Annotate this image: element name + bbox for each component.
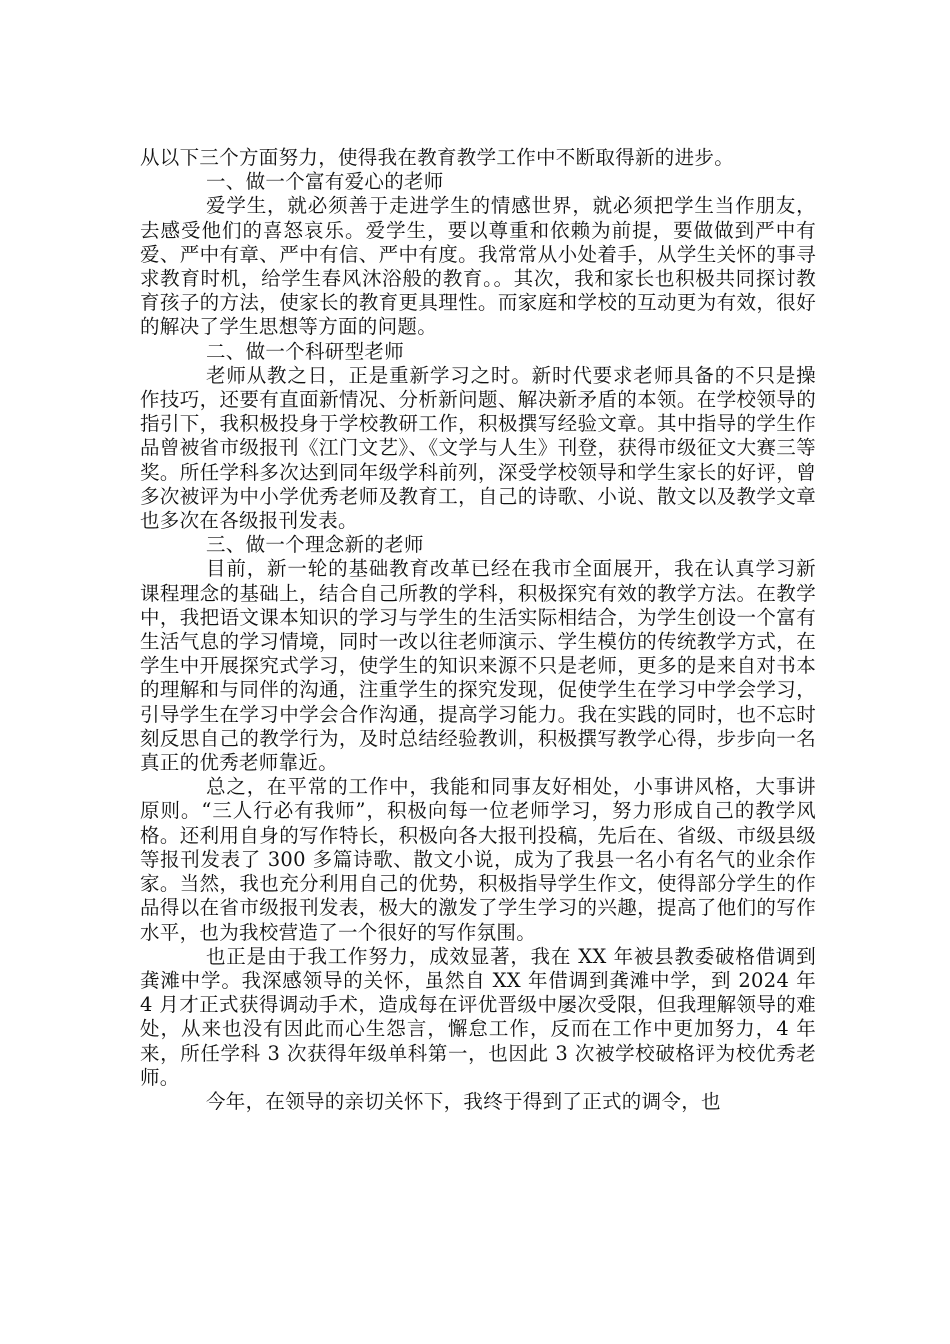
paragraph-intro: 从以下三个方面努力，使得我在教育教学工作中不断取得新的进步。 (140, 146, 735, 169)
document-page (140, 146, 816, 1114)
paragraph-transfer: 也正是由于我工作努力，成效显著，我在 XX 年被县教委破格借调到龚滩中学。我深感领导的关怀，虽然自 XX 年借调到龚滩中学，到 2024 年 4 月才正式获得调动手术，造成每在评优晋级中屡次受限，但我理解领导的难处，从来也没有因此而心生怨言，懈怠工作，反而在工作中更加努力，4 年来，所任学科 3 次获得年级单科第一，也因此 3 次被学校破格评为校优秀老师。 (140, 944, 816, 1089)
paragraph-this-year: 今年，在领导的亲切关怀下，我终于得到了正式的调令，也 (206, 1089, 721, 1113)
paragraph-love-students: 爱学生，就必须善于走进学生的情感世界，就必须把学生当作朋友，去感受他们的喜怒哀乐。爱学生，要以尊重和依赖为前提，要做做到严中有爱、严中有章、严中有信、严中有度。我常常从小处着手，从学生关怀的事寻求教育时机，给学生春风沐浴般的教育。。其次，我和家长也积极共同探讨教育孩子的方法，使家长的教育更具理性。而家庭和学校的互动更为有效，很好的解决了学生思想等方面的问题。 (140, 194, 816, 339)
section-heading-2: 二、做一个科研型老师 (206, 339, 405, 363)
paragraph-summary: 总之，在平常的工作中，我能和同事友好相处，小事讲风格，大事讲原则。“三人行必有我师”，积极向每一位老师学习，努力形成自己的教学风格。还利用自身的写作特长，积极向各大报刊投稿，先后在、省级、市级县级等报刊发表了 300 多篇诗歌、散文小说，成为了我县一名小有名气的业余作家。当然，我也充分利用自己的优势，积极指导学生作文，使得部分学生的作品得以在省市级报刊发表，极大的激发了学生学习的兴趣，提高了他们的写作水平，也为我校营造了一个很好的写作氛围。 (140, 775, 816, 944)
section-heading-3: 三、做一个理念新的老师 (206, 533, 424, 557)
paragraph-new-concepts: 目前，新一轮的基础教育改革已经在我市全面展开，我在认真学习新课程理念的基础上，结合自己所教的学科，积极探究有效的教学方法。在教学中，我把语文课本知识的学习与学生的生活实际相结合，为学生创设一个富有生活气息的学习情境，同时一改以往老师演示、学生模仿的传统教学方式，在学生中开展探究式学习，使学生的知识来源不只是老师，更多的是来自对书本的理解和与同伴的沟通，注重学生的探究发现，促使学生在学习中学会学习，引导学生在学习中学会合作沟通，提高学习能力。我在实践的同时，也不忘时刻反思自己的教学行为，及时总结经验教训，积极撰写教学心得，步步向一名真正的优秀老师靠近。 (140, 557, 816, 775)
paragraph-research: 老师从教之日，正是重新学习之时。新时代要求老师具备的不只是操作技巧，还要有直面新情况、分析新问题、解决新矛盾的本领。在学校领导的指引下，我积极投身于学校教研工作，积极撰写经验文章。其中指导的学生作品曾被省市级报刊《江门文艺》、《文学与人生》刊登，获得市级征文大赛三等奖。所任学科多次达到同年级学科前列，深受学校领导和学生家长的好评，曾多次被评为中小学优秀老师及教育工，自己的诗歌、小说、散文以及教学文章也多次在各级报刊发表。 (140, 363, 816, 533)
section-heading-1: 一、做一个富有爱心的老师 (206, 170, 444, 194)
